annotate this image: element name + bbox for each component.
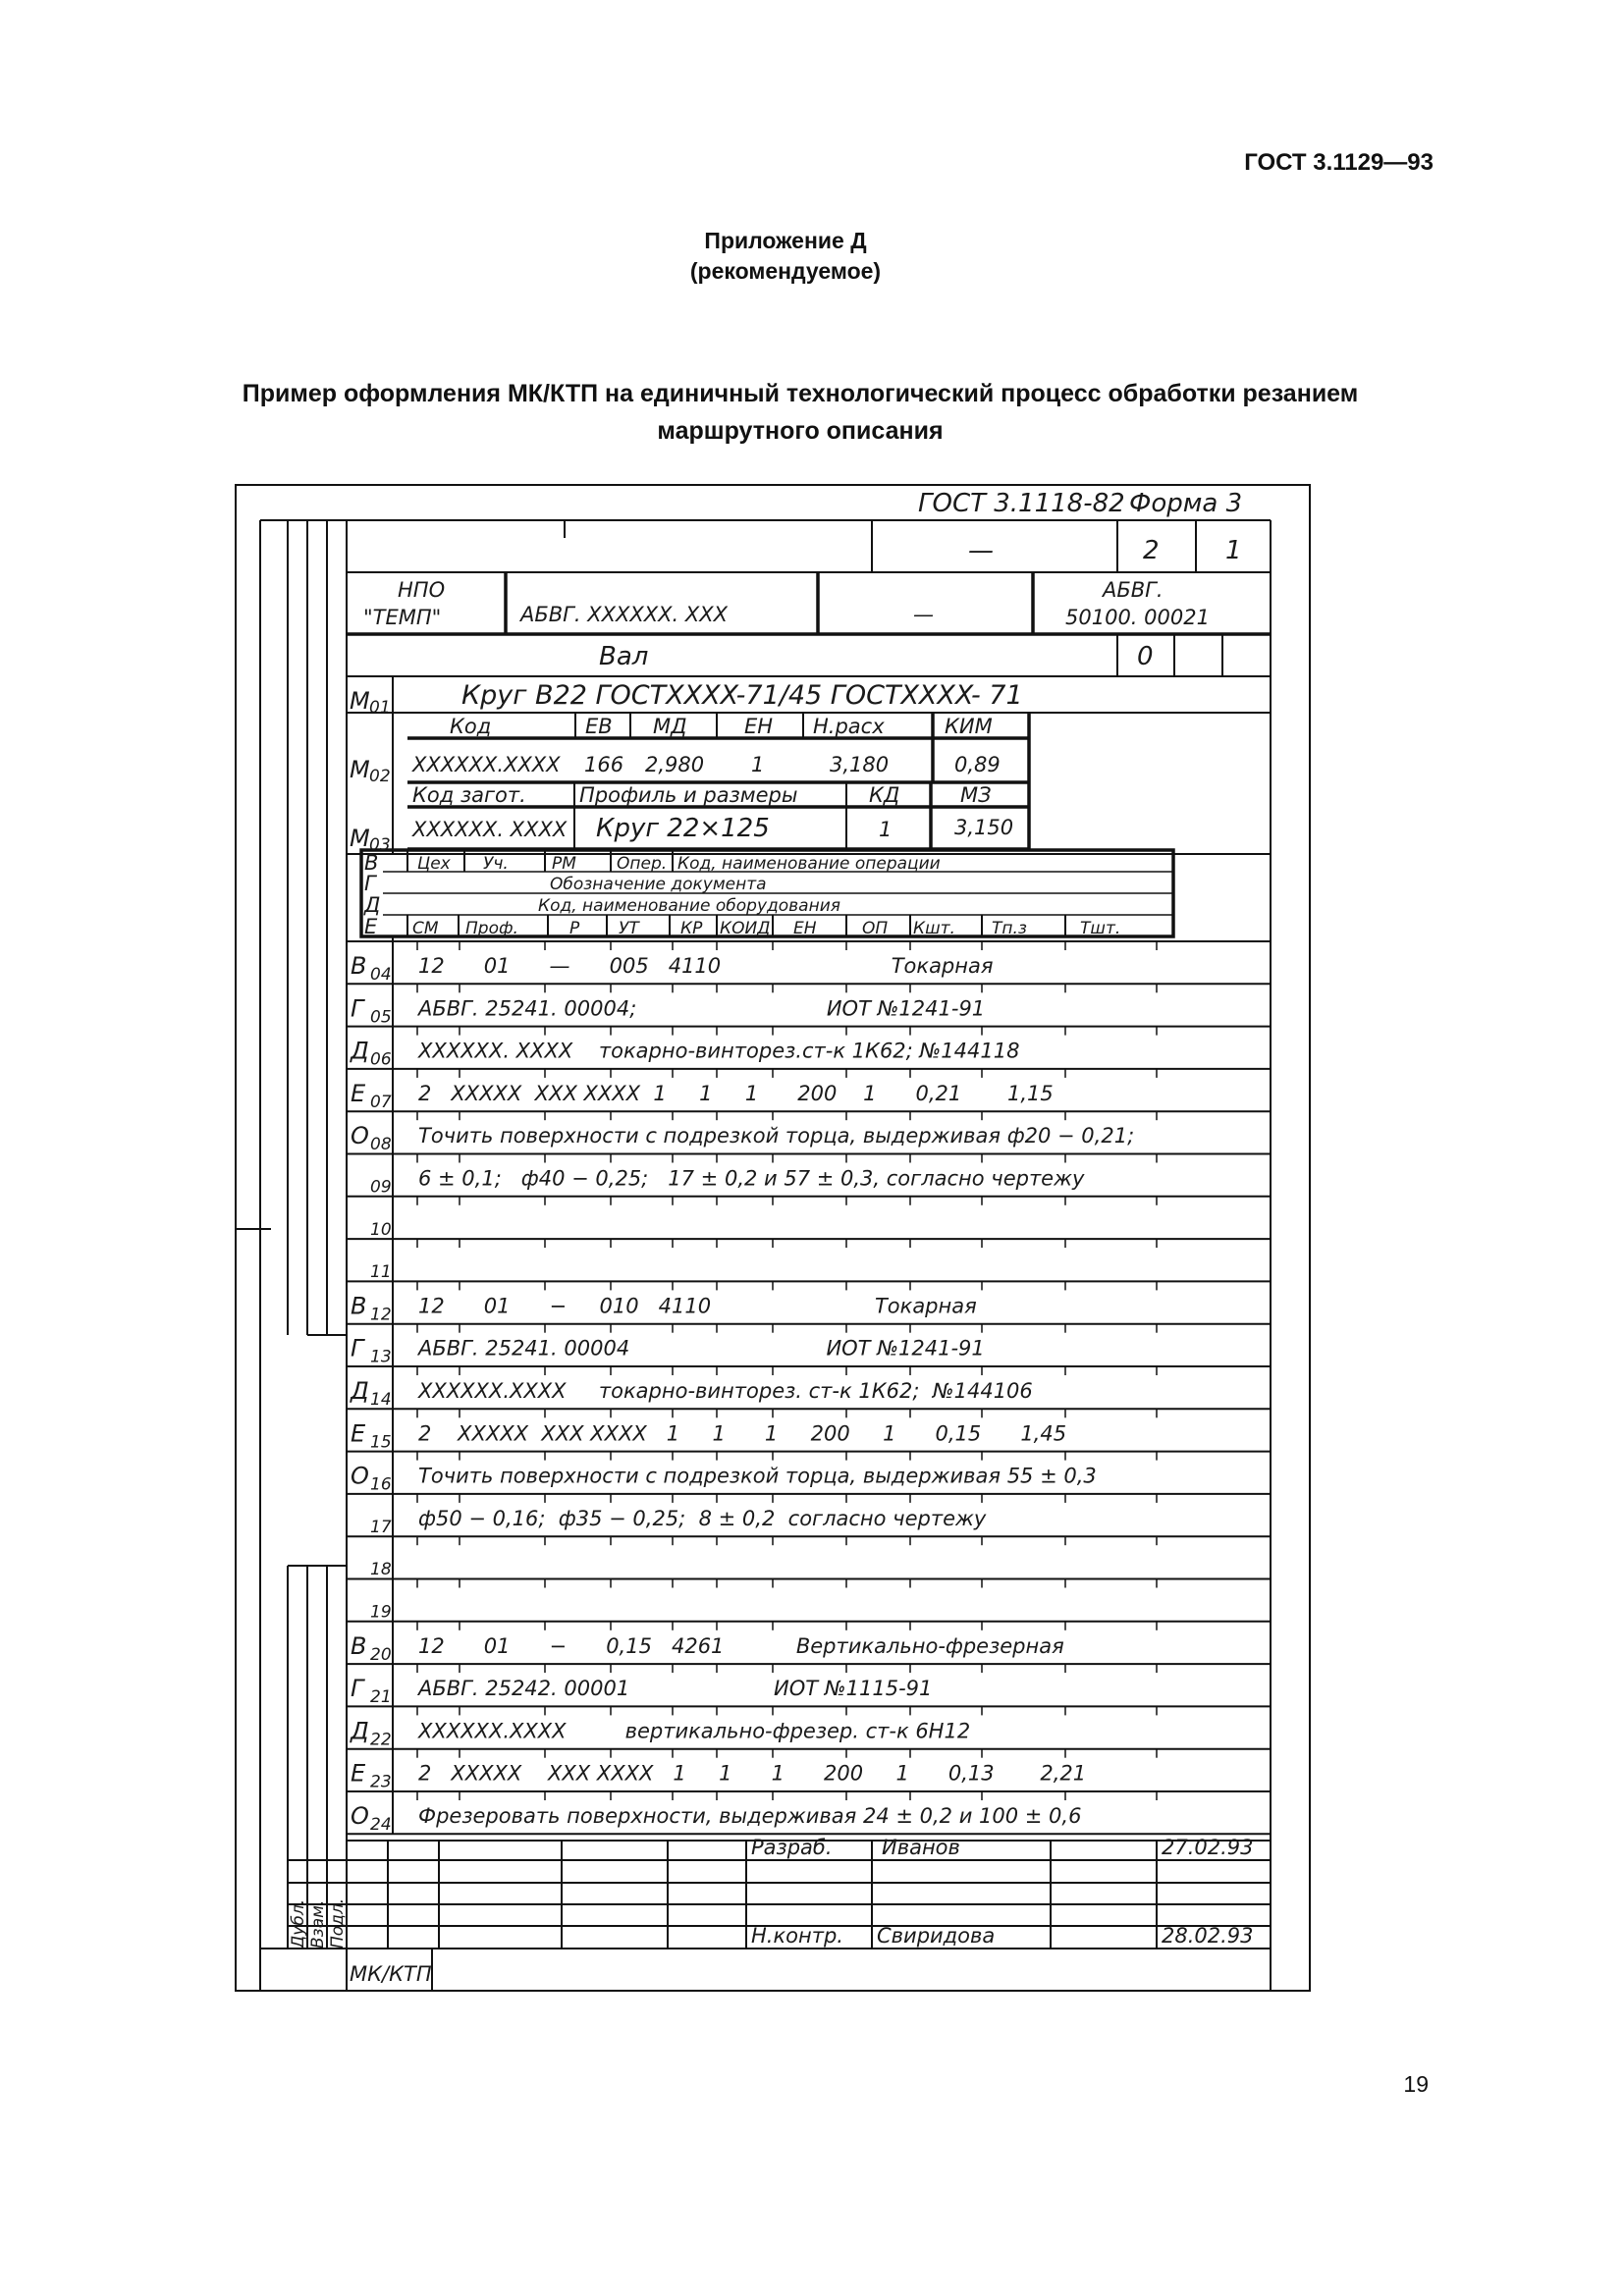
organization-line-2: "ТЕМП" <box>363 606 442 629</box>
lit-code: 0 <box>1137 642 1154 671</box>
op-row-letter: Е <box>351 1079 366 1107</box>
op-row-letter: О <box>351 1462 369 1490</box>
ophdr-section: Уч. <box>483 854 509 874</box>
document-code: АБВГ. XXXXXX. XXX <box>520 603 729 626</box>
op-row-number: 12 <box>370 1305 392 1325</box>
op-row-text: 2 XXXXX XXX XXXX 1 1 1 200 1 0,15 1,45 <box>418 1421 1067 1446</box>
op-row-05 <box>351 994 985 1027</box>
m03-hdr-kd: КД <box>869 783 900 807</box>
m01-material: Круг В22 ГОСТXXXX-71/45 ГОСТXXXX- 71 <box>461 680 1023 711</box>
developed-date: 27.02.93 <box>1162 1836 1254 1859</box>
op-row-text: ф50 − 0,16; ф35 − 0,25; 8 ± 0,2 согласно чертежу <box>418 1506 987 1530</box>
op-row-17 <box>370 1507 987 1537</box>
m03-hdr-code: Код загот. <box>412 783 526 807</box>
ophdr-e-op: ОП <box>862 919 889 938</box>
ophdr-workplace: РМ <box>552 854 576 874</box>
op-row-16 <box>351 1463 1097 1495</box>
m02-number: 02 <box>369 767 391 786</box>
m03-hdr-profile: Профиль и размеры <box>579 783 798 807</box>
m01-number: 01 <box>369 698 391 718</box>
op-row-number: 15 <box>370 1432 392 1453</box>
ophdr-e-tpz: Тп.з <box>992 919 1027 938</box>
ophdr-e-r: Р <box>569 919 580 938</box>
op-row-text: 2 XXXXX XXX XXXX 1 1 1 200 1 0,21 1,15 <box>418 1081 1054 1105</box>
m03-mz: 3,150 <box>954 816 1014 839</box>
m02-code: XXXXXX.XXXX <box>412 753 561 776</box>
op-row-number: 16 <box>370 1474 392 1495</box>
op-row-number: 05 <box>370 1007 392 1028</box>
op-row-number: 13 <box>370 1347 392 1367</box>
m02-hdr-code: Код <box>450 715 492 738</box>
op-row-08 <box>351 1122 1134 1154</box>
op-row-04 <box>351 952 994 985</box>
m03-profile: Круг 22×125 <box>596 814 770 843</box>
ophdr-operation-name: Код, наименование операции <box>677 854 941 874</box>
op-row-19 <box>370 1603 392 1623</box>
op-row-number: 19 <box>370 1602 392 1623</box>
op-row-text: АБВГ. 25241. 00004; ИОТ №1241-91 <box>418 996 986 1021</box>
op-row-number: 11 <box>370 1262 392 1283</box>
operation-rows <box>350 952 1134 1835</box>
sheets-count: 2 <box>1143 536 1160 565</box>
side-label-vzam: Взам. <box>308 1899 328 1949</box>
op-row-letter: В <box>351 952 367 980</box>
op-row-22 <box>350 1717 970 1749</box>
document-type: МК/КТП <box>350 1962 432 1986</box>
op-row-text: 12 01 — 005 4110 Токарная <box>418 954 994 978</box>
m03-hdr-mz: МЗ <box>960 783 992 807</box>
op-row-number: 04 <box>370 965 392 985</box>
op-row-letter: В <box>351 1631 367 1660</box>
m02-nrash: 3,180 <box>830 753 890 776</box>
ophdr-e-kr: КР <box>680 919 703 938</box>
op-row-text: XXXXXX. XXXX токарно-винторез.ст-к 1К62; №144118 <box>418 1039 1020 1063</box>
op-row-letter: Д <box>351 1717 369 1745</box>
m01-letter: М <box>350 687 370 715</box>
op-row-24 <box>351 1802 1081 1835</box>
document-number-line-2: 50100. 00021 <box>1065 606 1210 629</box>
op-row-20 <box>351 1632 1064 1665</box>
op-row-text: XXXXXX.XXXX токарно-винторез. ст-к 1К62; №144106 <box>418 1379 1033 1403</box>
op-row-letter: Д <box>351 1377 369 1405</box>
ophdr-letter-d: Д <box>364 893 381 917</box>
op-row-07 <box>351 1080 1054 1112</box>
op-row-text: 6 ± 0,1; ф40 − 0,25; 17 ± 0,2 и 57 ± 0,3, согласно чертежу <box>418 1166 1085 1191</box>
appendix-status: (рекомендуемое) <box>689 258 882 284</box>
m02-hdr-en: ЕН <box>744 715 774 738</box>
op-row-letter: Д <box>351 1037 369 1065</box>
op-row-letter: Г <box>351 1334 364 1362</box>
op-row-text: 12 01 − 010 4110 Токарная <box>418 1294 977 1318</box>
part-name: Вал <box>599 642 649 671</box>
m03-letter: М <box>350 825 370 852</box>
appendix-title: Приложение Д <box>704 228 867 253</box>
m02-hdr-ev: ЕВ <box>585 715 613 738</box>
ophdr-e-ksht: Кшт. <box>913 919 955 938</box>
form-number: Форма 3 <box>1129 489 1243 518</box>
control-date: 28.02.93 <box>1162 1924 1254 1948</box>
m02-kim: 0,89 <box>954 753 1001 776</box>
op-row-text: 12 01 − 0,15 4261 Вертикально-фрезерная <box>418 1633 1064 1658</box>
ophdr-e-ut: УТ <box>619 919 639 938</box>
ophdr-e-en: ЕН <box>793 919 817 938</box>
op-row-06 <box>350 1038 1019 1070</box>
op-row-number: 14 <box>370 1390 392 1410</box>
op-row-number: 06 <box>370 1049 392 1070</box>
ophdr-e-tsht: Тшт. <box>1080 919 1121 938</box>
op-row-number: 18 <box>370 1560 392 1580</box>
op-row-text: 2 XXXXX XXX XXXX 1 1 1 200 1 0,13 2,21 <box>418 1761 1087 1786</box>
op-row-letter: О <box>351 1122 369 1150</box>
op-row-text: Фрезеровать поверхности, выдерживая 24 ± 0,2 и 100 ± 0,6 <box>418 1804 1082 1828</box>
side-label-podl: Подл. <box>328 1897 348 1949</box>
m03-kd: 1 <box>879 818 893 841</box>
ophdr-document: Обозначение документа <box>550 875 767 894</box>
page-number: 19 <box>1403 2071 1429 2097</box>
op-row-letter: В <box>351 1292 367 1320</box>
op-row-10 <box>370 1220 392 1240</box>
op-row-13 <box>351 1335 985 1367</box>
m02-letter: М <box>350 756 370 783</box>
ophdr-letter-v: В <box>364 851 379 875</box>
developed-name: Иванов <box>882 1836 960 1859</box>
ophdr-operation: Опер. <box>617 854 668 874</box>
op-row-number: 23 <box>370 1772 392 1792</box>
ophdr-equipment: Код, наименование оборудования <box>538 896 840 916</box>
op-row-text: Точить поверхности с подрезкой торца, выдерживая ф20 − 0,21; <box>418 1124 1135 1148</box>
sheet-number: 1 <box>1225 536 1242 565</box>
standard-number: ГОСТ 3.1129—93 <box>1244 149 1434 176</box>
control-name: Свиридова <box>877 1924 996 1948</box>
op-row-18 <box>370 1560 392 1579</box>
m02-hdr-md: МД <box>653 715 687 738</box>
m03-code: XXXXXX. XXXX <box>412 818 568 841</box>
control-label: Н.контр. <box>751 1924 843 1948</box>
op-row-text: АБВГ. 25242. 00001 ИОТ №1115-91 <box>418 1677 933 1701</box>
op-row-11 <box>370 1262 392 1282</box>
op-row-letter: О <box>351 1802 369 1830</box>
title-dash-1: — <box>968 536 994 565</box>
ophdr-letter-e: Е <box>364 915 378 938</box>
op-row-15 <box>351 1419 1066 1452</box>
ophdr-shop: Цех <box>417 854 451 874</box>
m03-number: 03 <box>369 835 391 855</box>
caption-line-1: Пример оформления МК/КТП на единичный технологический процесс обработки резанием <box>242 380 1359 407</box>
op-row-number: 20 <box>370 1644 392 1665</box>
op-row-text: Точить поверхности с подрезкой торца, выдерживая 55 ± 0,3 <box>418 1464 1097 1488</box>
op-row-number: 07 <box>370 1092 392 1112</box>
op-row-number: 09 <box>370 1177 392 1198</box>
op-row-12 <box>351 1292 977 1324</box>
op-row-number: 10 <box>370 1219 392 1240</box>
op-row-14 <box>350 1377 1033 1410</box>
document-number-line-1: АБВГ. <box>1103 578 1164 602</box>
ophdr-letter-g: Г <box>364 872 376 895</box>
op-row-text: АБВГ. 25241. 00004 ИОТ №1241-91 <box>418 1336 985 1361</box>
op-row-letter: Е <box>351 1419 366 1448</box>
op-row-23 <box>351 1760 1086 1792</box>
ophdr-e-prof: Проф. <box>465 919 518 938</box>
op-row-09 <box>370 1167 1085 1198</box>
standard-reference: ГОСТ 3.1118-82 <box>918 489 1125 518</box>
m02-hdr-kim: КИМ <box>945 715 993 738</box>
ophdr-e-koid: КОИД <box>720 919 771 938</box>
caption-line-2: маршрутного описания <box>657 417 944 445</box>
m02-en: 1 <box>751 753 765 776</box>
title-dash-2: — <box>913 603 934 626</box>
op-row-21 <box>351 1675 932 1707</box>
op-row-number: 24 <box>370 1815 392 1835</box>
op-row-number: 22 <box>370 1730 392 1750</box>
developed-label: Разраб. <box>751 1836 833 1859</box>
op-row-number: 21 <box>370 1687 392 1708</box>
organization-line-1: НПО <box>398 578 446 602</box>
m02-md: 2,980 <box>645 753 705 776</box>
m02-hdr-nrash: Н.расх <box>813 715 885 738</box>
op-row-letter: Г <box>351 1675 364 1703</box>
side-label-dubl: Дубл. <box>289 1898 308 1949</box>
op-row-number: 08 <box>370 1135 392 1155</box>
m02-ev: 166 <box>584 753 624 776</box>
op-row-text: XXXXXX.XXXX вертикально-фрезер. ст-к 6Н12 <box>418 1719 971 1743</box>
op-row-letter: Г <box>351 994 364 1023</box>
op-row-number: 17 <box>370 1517 392 1537</box>
op-row-letter: Е <box>351 1759 366 1788</box>
ophdr-e-sm: СМ <box>412 919 439 938</box>
